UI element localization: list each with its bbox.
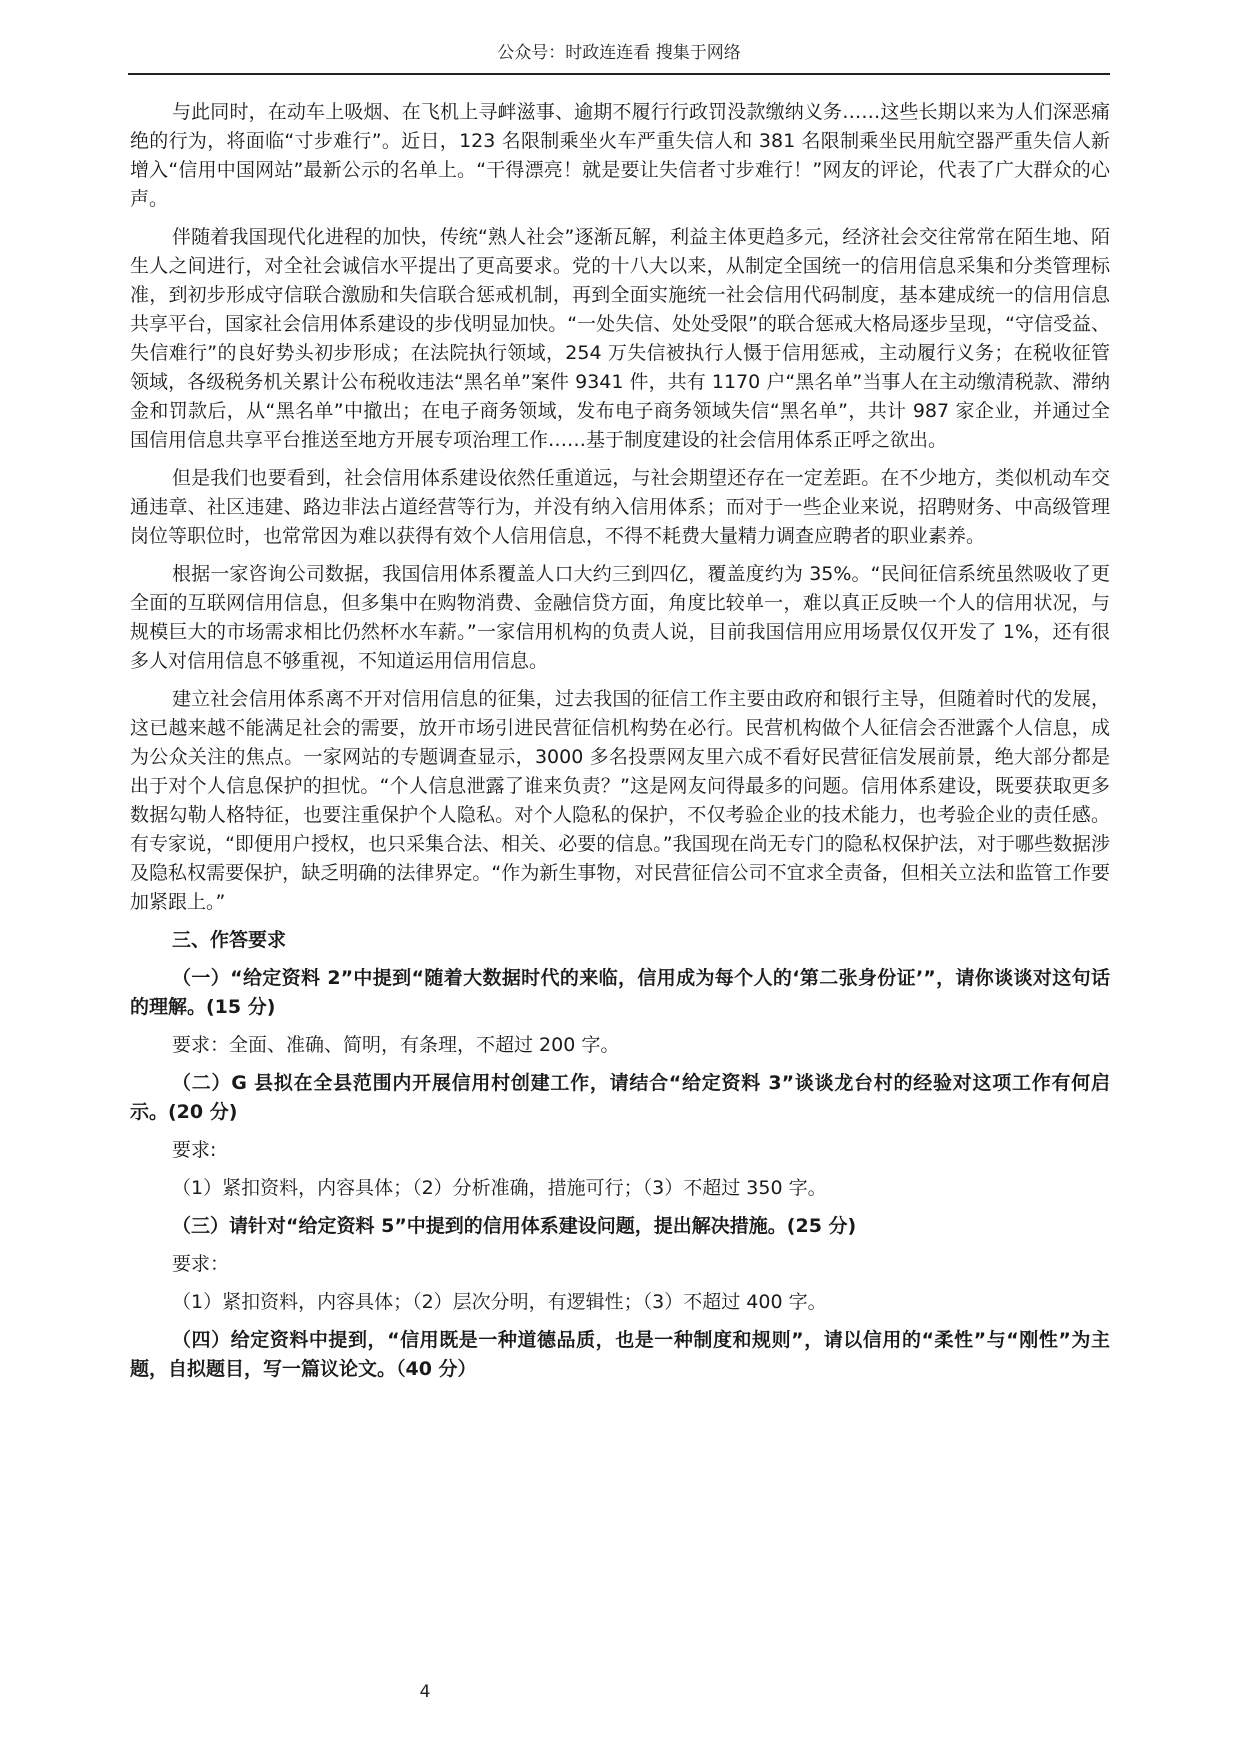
page-header [128, 38, 1110, 75]
question-3-requirement-label: 要求： [172, 1253, 230, 1275]
question-2-requirement-label: 要求: [172, 1139, 217, 1161]
question-2-requirement: （1）紧扣资料，内容具体；（2）分析准确，措施可行；（3）不超过 350 字。 [172, 1177, 827, 1199]
question-3-requirement: （1）紧扣资料，内容具体；（2）层次分明，有逻辑性；（3）不超过 400 字。 [172, 1291, 827, 1313]
paragraph-3: 但是我们也要看到，社会信用体系建设依然任重道远，与社会期望还存在一定差距。在不少地方，类似机动车交通违章、社区违建、路边非法占道经营等行为，并没有纳入信用体系；而对于一些企业来说，招聘财务、中高级管理岗位等职位时，也常常因为难以获得有效个人信用信息，不得不耗费大量精力调查应聘者的职业素养。 [130, 467, 1110, 547]
question-3-title: （三）请针对“给定资料 5”中提到的信用体系建设问题，提出解决措施。(25 分) [172, 1215, 857, 1237]
page-number: 4 [419, 1682, 431, 1702]
paragraph-5: 建立社会信用体系离不开对信用信息的征集，过去我国的征信工作主要由政府和银行主导，但随着时代的发展，这已越来越不能满足社会的需要，放开市场引进民营征信机构势在必行。民营机构做个人征信会否泄露个人信息，成为公众关注的焦点。一家网站的专题调查显示，3000 多名投票网友里六成不看好民营征信发展前景，绝大部分都是出于对个人信息保护的担忧。“个人信息泄露了谁来负责？”这是网友问得最多的问题。信用体系建设，既要获取更多数据勾勒人格特征，也要注重保护个人隐私。对个人隐私的保护，不仅考验企业的技术能力，也考验企业的责任感。有专家说，“即便用户授权，也只采集合法、相关、必要的信息。”我国现在尚无专门的隐私权保护法，对于哪些数据涉及隐私权需要保护，缺乏明确的法律界定。“作为新生事物，对民营征信公司不宜求全责备，但相关立法和监管工作要加紧跟上。” [130, 688, 1110, 913]
paragraph-4: 根据一家咨询公司数据，我国信用体系覆盖人口大约三到四亿，覆盖度约为 35%。“民间征信系统虽然吸收了更全面的互联网信用信息，但多集中在购物消费、金融信贷方面，角度比较单一，难以真正反映一个人的信用状况，与规模巨大的市场需求相比仍然杯水车薪。”一家信用机构的负责人说，目前我国信用应用场景仅仅开发了 1%，还有很多人对信用信息不够重视，不知道运用信用信息。 [130, 563, 1110, 672]
question-1-requirement: 要求：全面、准确、简明，有条理，不超过 200 字。 [172, 1034, 620, 1056]
section-title: 三、作答要求 [172, 929, 287, 951]
document-body [130, 98, 1110, 1393]
question-2-title: （二）G 县拟在全县范围内开展信用村创建工作，请结合“给定资料 3”谈谈龙台村的经验对这项工作有何启示。(20 分) [130, 1072, 1110, 1123]
paragraph-2: 伴随着我国现代化进程的加快，传统“熟人社会”逐渐瓦解，利益主体更趋多元，经济社会交往常常在陌生地、陌生人之间进行，对全社会诚信水平提出了更高要求。党的十八大以来，从制定全国统一的信用信息采集和分类管理标准，到初步形成守信联合激励和失信联合惩戒机制，再到全面实施统一社会信用代码制度，基本建成统一的信用信息共享平台，国家社会信用体系建设的步伐明显加快。“一处失信、处处受限”的联合惩戒大格局逐步呈现，“守信受益、失信难行”的良好势头初步形成；在法院执行领域，254 万失信被执行人慑于信用惩戒，主动履行义务；在税收征管领域，各级税务机关累计公布税收违法“黑名单”案件 9341 件，共有 1170 户“黑名单”当事人在主动缴清税款、滞纳金和罚款后，从“黑名单”中撤出；在电子商务领域，发布电子商务领域失信“黑名单”，共计 987 家企业，并通过全国信用信息共享平台推送至地方开展专项治理工作……基于制度建设的社会信用体系正呼之欲出。 [130, 226, 1110, 451]
header-title: 公众号：时政连连看 搜集于网络 [497, 43, 741, 63]
paragraph-1: 与此同时，在动车上吸烟、在飞机上寻衅滋事、逾期不履行行政罚没款缴纳义务……这些长期以来为人们深恶痛绝的行为，将面临“寸步难行”。近日，123 名限制乘坐火车严重失信人和 381 名限制乘坐民用航空器严重失信人新增入“信用中国网站”最新公示的名单上。“干得漂亮！就是要让失信者寸步难行！”网友的评论，代表了广大群众的心声。 [130, 101, 1110, 210]
question-1-title: （一）“给定资料 2”中提到“随着大数据时代的来临，信用成为每个人的‘第二张身份证’”，请你谈谈对这句话的理解。(15 分) [130, 967, 1110, 1018]
question-4-title: （四）给定资料中提到，“信用既是一种道德品质，也是一种制度和规则”，请以信用的“柔性”与“刚性”为主题，自拟题目，写一篇议论文。（40 分） [130, 1329, 1110, 1380]
